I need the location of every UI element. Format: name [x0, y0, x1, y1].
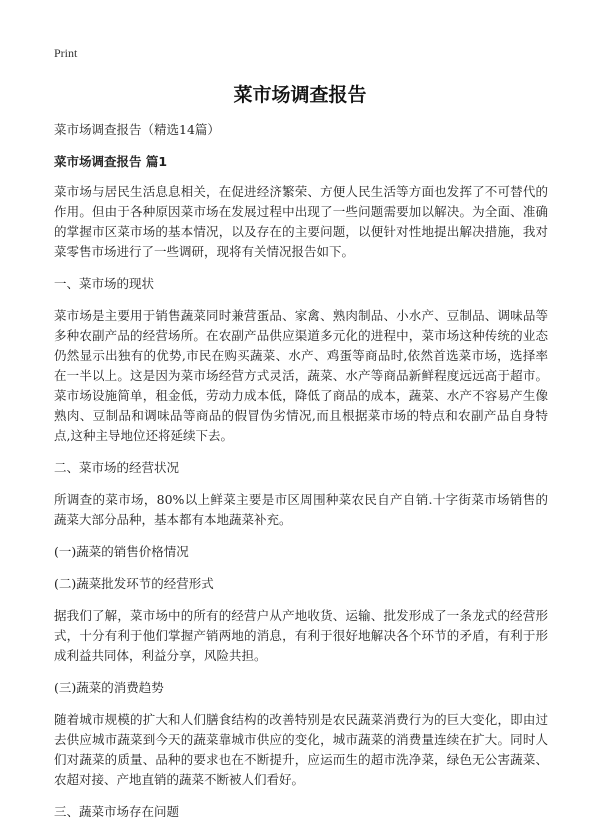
paragraph-intro: 菜市场与居民生活息息相关，在促进经济繁荣、方便人民生活等方面也发挥了不可替代的作用。但由于各种原因菜市场在发展过程中出现了一些问题需要加以解决。为全面、准确的掌握市区菜市场的基本情况，以及存在的主要问题，以便针对性地提出解决措施，我对菜零售市场进行了一些调研，现将有关情况报告如下。 — [54, 184, 548, 259]
paragraph-status: 菜市场是主要用于销售蔬菜同时兼营蛋品、家禽、熟肉制品、小水产、豆制品、调味品等多种农副产品的经营场所。在农副产品供应渠道多元化的进程中，菜市场这种传统的业态仍然显示出独有的优势,市民在购买蔬菜、水产、鸡蛋等商品时,依然首选菜市场，选择率在一半以上。这是因为菜市场经营方式灵活，蔬菜、水产等商品新鲜程度远远高于超市。菜市场设施简单，租金低，劳动力成本低，降低了商品的成本，蔬菜、水产不容易产生像熟肉、豆制品和调味品等商品的假冒伪劣情况,而且根据菜市场的特点和农副产品自身特点,这种主导地位还将延续下去。 — [54, 308, 548, 443]
heading-price: (一)蔬菜的销售价格情况 — [54, 544, 189, 559]
heading-consumption: (三)蔬菜的消费趋势 — [54, 680, 164, 695]
paragraph-operation: 所调查的菜市场，80%以上鲜菜主要是市区周围种菜农民自产自销.十字街菜市场销售的蔬菜大部分品种，基本都有本地蔬菜补充。 — [54, 492, 548, 527]
section-heading: 菜市场调查报告 篇1 — [54, 154, 168, 169]
document-subtitle: 菜市场调查报告（精选14篇） — [54, 122, 220, 137]
document-body — [54, 120, 548, 834]
print-link[interactable]: Print — [54, 46, 78, 60]
document-title: 菜市场调查报告 — [233, 84, 367, 106]
paragraph-wholesale: 据我们了解，菜市场中的所有的经营户从产地收货、运输、批发形成了一条龙式的经营形式，十分有利于他们掌握产销两地的消息，有利于很好地解决各个环节的矛盾，有利于形成利益共同体，利益分享，风险共担。 — [54, 608, 548, 663]
heading-wholesale: (二)蔬菜批发环节的经营形式 — [54, 576, 214, 591]
heading-status: 一、菜市场的现状 — [54, 276, 155, 291]
heading-operation: 二、菜市场的经营状况 — [54, 460, 180, 475]
heading-problems: 三、蔬菜市场存在问题 — [54, 804, 180, 819]
paragraph-consumption: 随着城市规模的扩大和人们膳食结构的改善特别是农民蔬菜消费行为的巨大变化，即由过去供应城市蔬菜到今天的蔬菜靠城市供应的变化，城市蔬菜的消费量连续在扩大。同时人们对蔬菜的质量、品种的要求也在不断提升，应运而生的超市洗净菜，绿色无公害蔬菜、农超对接、产地直销的蔬菜不断被人们看好。 — [54, 712, 548, 787]
